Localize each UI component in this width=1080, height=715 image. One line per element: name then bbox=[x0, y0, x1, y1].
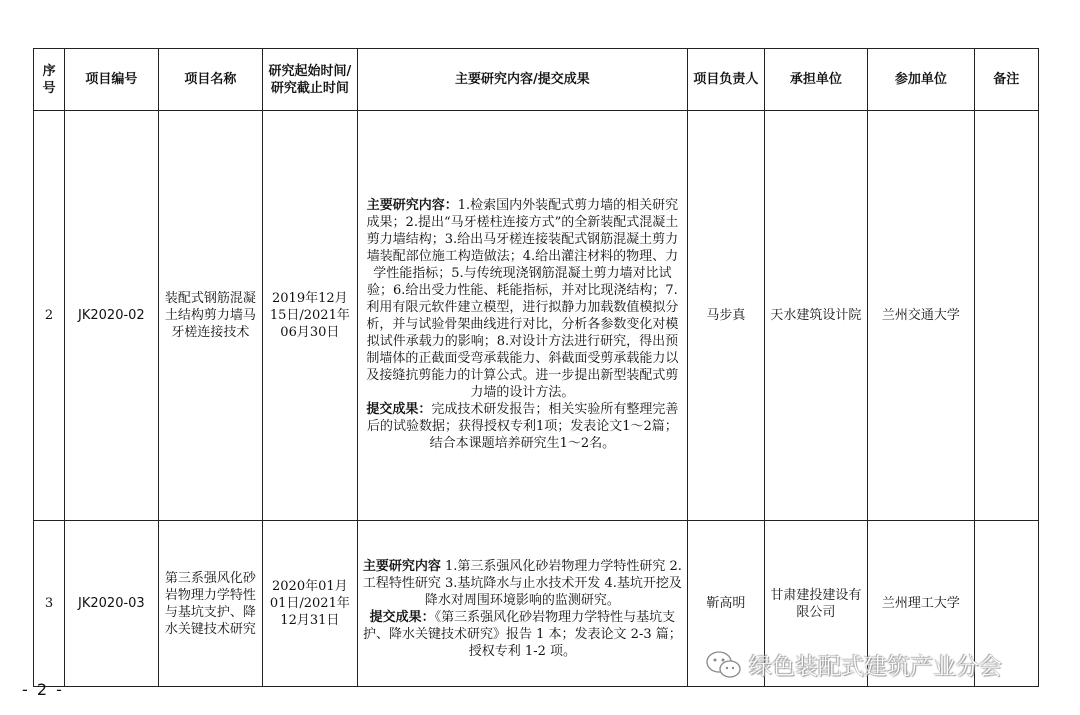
cell-name: 第三系强风化砂岩物理力学特性与基坑支护、降水关键技术研究 bbox=[158, 521, 263, 687]
cell-seq: 3 bbox=[34, 521, 65, 687]
header-remark: 备注 bbox=[974, 49, 1038, 111]
cell-period: 2020年01月01日/2021年12月31日 bbox=[263, 521, 357, 687]
cell-seq: 2 bbox=[34, 111, 65, 521]
cell-undertaker: 天水建筑设计院 bbox=[764, 111, 868, 521]
result-label: 提交成果： bbox=[369, 609, 435, 625]
cell-content bbox=[357, 521, 688, 687]
header-participant: 参加单位 bbox=[868, 49, 975, 111]
header-content: 主要研究内容/提交成果 bbox=[357, 49, 688, 111]
watermark-text: 绿色装配式建筑产业分会 bbox=[749, 654, 1002, 680]
content-text: 1.第三系强风化砂岩物理力学特性研究 2.工程特性研究 3.基坑降水与止水技术开发 4.基坑开挖及降水对周围环境影响的监测研究。 bbox=[362, 558, 682, 608]
header-period: 研究起始时间/研究截止时间 bbox=[263, 49, 357, 111]
page-number: - 2 - bbox=[22, 680, 64, 699]
cell-participant: 兰州交通大学 bbox=[868, 111, 975, 521]
header-undertaker: 承担单位 bbox=[764, 49, 868, 111]
cell-undertaker: 甘肃建投建设有限公司 bbox=[764, 521, 868, 687]
project-table bbox=[33, 48, 1039, 687]
wechat-icon bbox=[705, 650, 743, 680]
header-name: 项目名称 bbox=[158, 49, 263, 111]
cell-code: JK2020-02 bbox=[65, 111, 158, 521]
result-text: 完成技术研发报告；相关实验所有整理完善后的试验数据；获得授权专利1项；发表论文1～2篇；结合本课题培养研究生1～2名。 bbox=[366, 402, 679, 451]
cell-period: 2019年12月15日/2021年06月30日 bbox=[263, 111, 357, 521]
cell-participant: 兰州理工大学 bbox=[868, 521, 975, 687]
result-label: 提交成果： bbox=[366, 402, 432, 417]
watermark bbox=[705, 648, 1002, 681]
cell-leader: 靳高明 bbox=[688, 521, 764, 687]
cell-remark bbox=[974, 111, 1038, 521]
cell-leader: 马步真 bbox=[688, 111, 764, 521]
result-text: 《第三系强风化砂岩物理力学特性与基坑支护、降水关键技术研究》报告 1 本；发表论文 2-3 篇；授权专利 1-2 项。 bbox=[363, 609, 682, 659]
header-seq: 序号 bbox=[34, 49, 65, 111]
table-header-row bbox=[34, 49, 1039, 111]
cell-content bbox=[357, 111, 688, 521]
content-text: 1.检索国内外装配式剪力墙的相关研究成果；2.提出“马牙槎柱连接方式”的全新装配式混凝土剪力墙结构；3.给出马牙槎连接装配式钢筋混凝土剪力墙装配部位施工构造做法；4.给出灌注材料的物理、力学性能指标；5.与传统现浇钢筋混凝土剪力墙对比试验；6.给出受力性能、耗能指标，并对比现浇结构；7.利用有限元软件建立模型，进行拟静力加载数值模拟分析，并与试验骨架曲线进行对比，分析各参数变化对模拟试件承载力的影响；8.对设计方法进行研究，得出预制墙体的正截面受弯承载能力、斜截面受剪承载能力以及接缝抗剪能力的计算公式。进一步提出新型装配式剪力墙的设计方法。 bbox=[366, 198, 679, 400]
cell-name: 装配式钢筋混凝土结构剪力墙马牙槎连接技术 bbox=[158, 111, 263, 521]
header-leader: 项目负责人 bbox=[688, 49, 764, 111]
header-code: 项目编号 bbox=[65, 49, 158, 111]
content-label: 主要研究内容 bbox=[362, 558, 441, 574]
cell-code: JK2020-03 bbox=[65, 521, 158, 687]
table-row bbox=[34, 111, 1039, 521]
content-label: 主要研究内容： bbox=[366, 198, 458, 213]
